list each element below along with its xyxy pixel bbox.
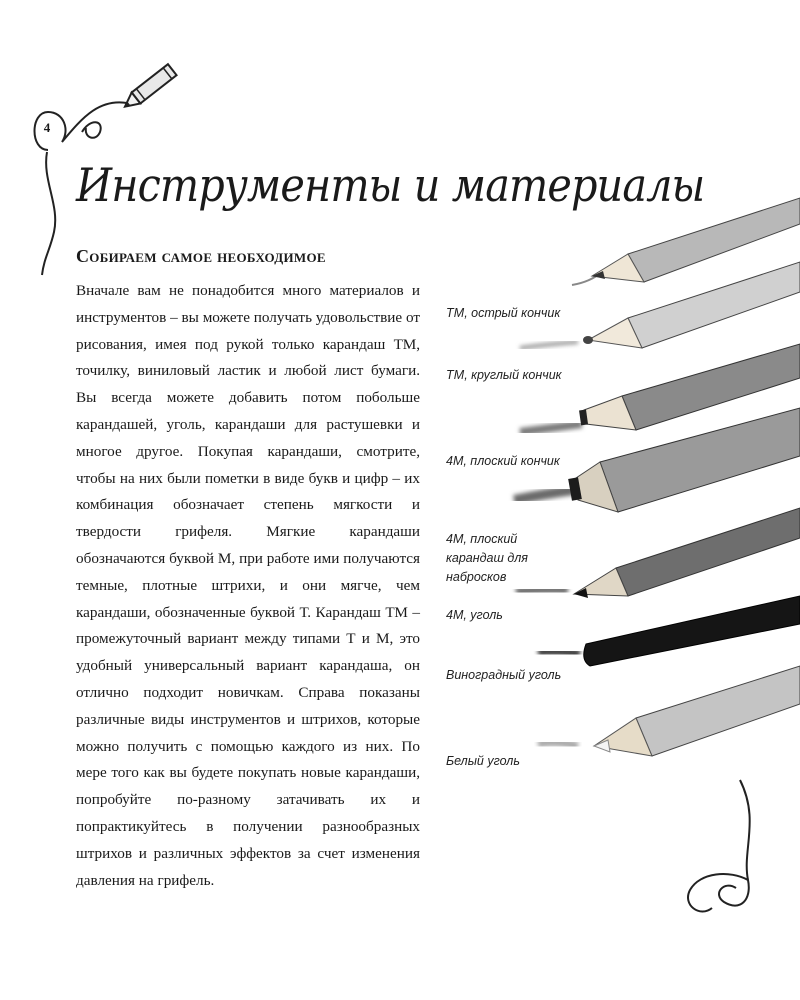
tool-label: Белый уголь bbox=[446, 754, 520, 768]
pencil-body bbox=[636, 666, 800, 756]
pencil-4m-flat bbox=[520, 344, 800, 432]
pencils-illustration bbox=[500, 190, 800, 780]
page-title: Инструменты и материалы bbox=[76, 158, 705, 212]
page-number: 4 bbox=[43, 120, 51, 135]
corner-swirl bbox=[688, 780, 750, 912]
tool-label: 4М, плоский карандаш для набросков bbox=[446, 532, 528, 584]
pencil-4m-charcoal bbox=[516, 508, 800, 598]
pencil-body bbox=[628, 198, 800, 282]
pencil-doodle-icon bbox=[121, 64, 177, 112]
pencil-tm-sharp bbox=[572, 198, 800, 285]
tool-label: ТМ, круглый кончик bbox=[446, 368, 562, 382]
vine-charcoal-stick bbox=[538, 596, 800, 666]
section-subtitle: Собираем самое необходимое bbox=[76, 246, 326, 266]
tool-label: ТМ, острый кончик bbox=[446, 306, 561, 320]
tool-label: 4М, плоский кончик bbox=[446, 454, 560, 468]
pencil-body bbox=[584, 596, 800, 666]
pencil-white-charcoal bbox=[538, 666, 800, 756]
pencil-body bbox=[616, 508, 800, 596]
body-paragraph: Вначале вам не понадобится много материалов и инструментов – вы можете получать удовольствие от рисования, имея под рукой только карандаш ТМ, точилку, виниловый ластик и любой лист бумаги. Вы всегда можете добавить потом побольше карандашей, уголь, карандаши для растушевки и многое другое. Покупая карандаши, смотрите, чтобы на них были пометки в виде букв и цифр – их комбинация обозначает степень мягкости и твердости грифеля. Мягкие карандаши обозначаются буквой М, при работе ими получаются темные, плотные штрихи, и они мягче, чем карандаши, обозначенные буквой Т. Карандаш ТМ – промежуточный вариант между типами Т и М, это удобный универсальный вариант карандаша, он отлично подходит новичкам. Справа показаны различные виды инструментов и штрихов, которые можно получить с помощью каждого из них. По мере того как вы будете покупать новые карандаши, попробуйте по-разному затачивать их и попрактикуйтесь в получении разнообразных штрихов и различных эффектов за счет изменения давления на грифель. bbox=[76, 282, 420, 889]
tool-label: 4М, уголь bbox=[446, 608, 503, 622]
tool-label: Виноградный уголь bbox=[446, 668, 562, 682]
